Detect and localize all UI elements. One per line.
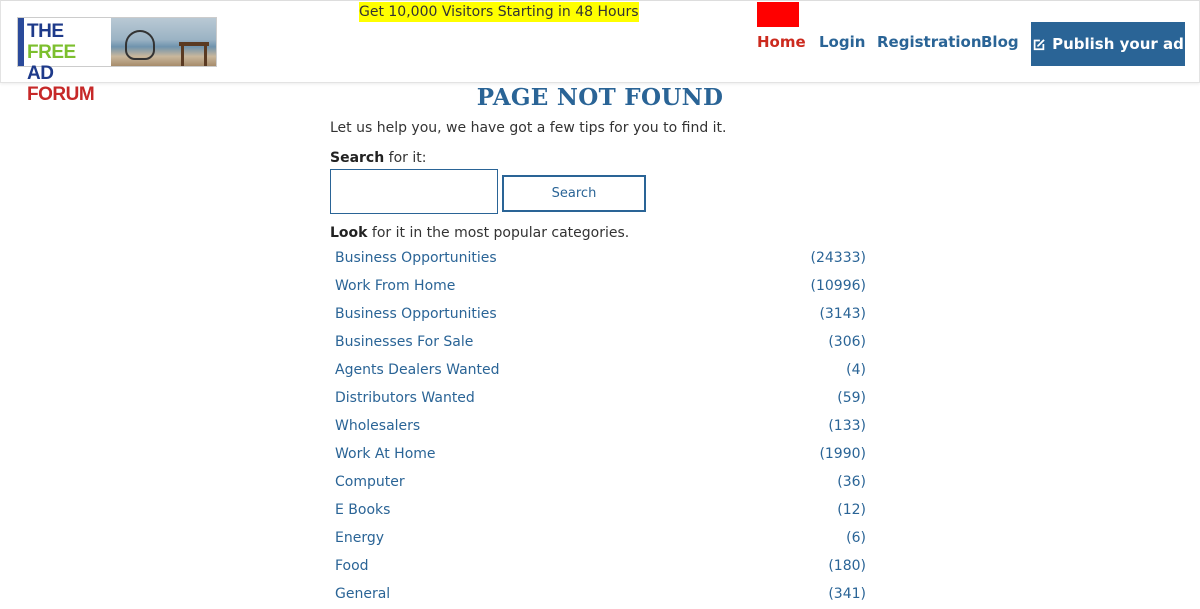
edit-icon: [1032, 37, 1046, 51]
category-row[interactable]: [335, 497, 866, 525]
category-name-link[interactable]: Computer: [335, 474, 405, 490]
search-label-rest: for it:: [384, 150, 427, 166]
category-count: (10996): [810, 278, 866, 294]
category-row[interactable]: [335, 413, 866, 441]
look-label-rest: for it in the most popular categories.: [367, 225, 630, 241]
category-count: (24333): [810, 250, 866, 266]
category-row[interactable]: [335, 385, 866, 413]
category-name-link[interactable]: Agents Dealers Wanted: [335, 362, 500, 378]
search-button[interactable]: Search: [502, 175, 646, 212]
category-count: (341): [828, 586, 866, 602]
category-row[interactable]: [335, 469, 866, 497]
category-row[interactable]: [335, 581, 866, 609]
search-label: [330, 150, 426, 166]
look-label-bold: Look: [330, 225, 368, 241]
category-name-link[interactable]: Energy: [335, 530, 385, 546]
category-row[interactable]: [335, 357, 866, 385]
search-label-bold: Search: [330, 150, 385, 166]
category-name-link[interactable]: General: [335, 586, 391, 602]
search-input[interactable]: [330, 169, 498, 214]
category-count: (36): [837, 474, 866, 490]
nav-registration-link[interactable]: Registration: [877, 33, 982, 51]
chair-graphic: [125, 30, 155, 60]
category-count: (12): [837, 502, 866, 518]
category-name-link[interactable]: Business Opportunities: [335, 306, 497, 322]
nav-blog-link[interactable]: Blog: [981, 33, 1019, 51]
promo-banner-link[interactable]: Get 10,000 Visitors Starting in 48 Hours: [359, 4, 639, 20]
category-count: (306): [828, 334, 866, 350]
category-count: (180): [828, 558, 866, 574]
category-name-link[interactable]: Work From Home: [335, 278, 456, 294]
category-count: (1990): [819, 446, 866, 462]
category-row[interactable]: [335, 441, 866, 469]
category-row[interactable]: [335, 525, 866, 553]
nav-home-link[interactable]: Home: [757, 33, 806, 51]
nav-login-link[interactable]: Login: [819, 33, 866, 51]
category-row[interactable]: [335, 301, 866, 329]
category-count: (3143): [819, 306, 866, 322]
table-graphic: [179, 42, 209, 66]
logo-word-free: FREE: [27, 42, 76, 63]
category-name-link[interactable]: Distributors Wanted: [335, 390, 475, 406]
category-row[interactable]: [335, 329, 866, 357]
category-name-link[interactable]: Work At Home: [335, 446, 436, 462]
category-name-link[interactable]: Food: [335, 558, 369, 574]
red-notice-box: [757, 2, 799, 27]
logo-word-the: THE: [27, 21, 64, 42]
logo-word-ad: AD: [27, 63, 54, 84]
logo-photo: [111, 18, 216, 66]
category-count: (6): [846, 530, 866, 546]
publish-ad-label: Publish your ad: [1052, 35, 1184, 53]
category-count: (133): [828, 418, 866, 434]
intro-text: Let us help you, we have got a few tips for you to find it.: [330, 120, 727, 136]
page-title: PAGE NOT FOUND: [476, 84, 724, 111]
category-name-link[interactable]: Business Opportunities: [335, 250, 497, 266]
category-count: (4): [846, 362, 866, 378]
publish-ad-button[interactable]: [1031, 22, 1185, 66]
category-name-link[interactable]: E Books: [335, 502, 391, 518]
logo-text: [18, 18, 111, 105]
category-row[interactable]: [335, 273, 866, 301]
category-name-link[interactable]: Wholesalers: [335, 418, 421, 434]
category-count: (59): [837, 390, 866, 406]
look-label: [330, 225, 629, 241]
category-row[interactable]: [335, 553, 866, 581]
logo-word-forum: FORUM: [27, 84, 95, 105]
category-row[interactable]: [335, 245, 866, 273]
category-list: [335, 245, 866, 609]
category-name-link[interactable]: Businesses For Sale: [335, 334, 474, 350]
site-logo[interactable]: [17, 17, 217, 105]
